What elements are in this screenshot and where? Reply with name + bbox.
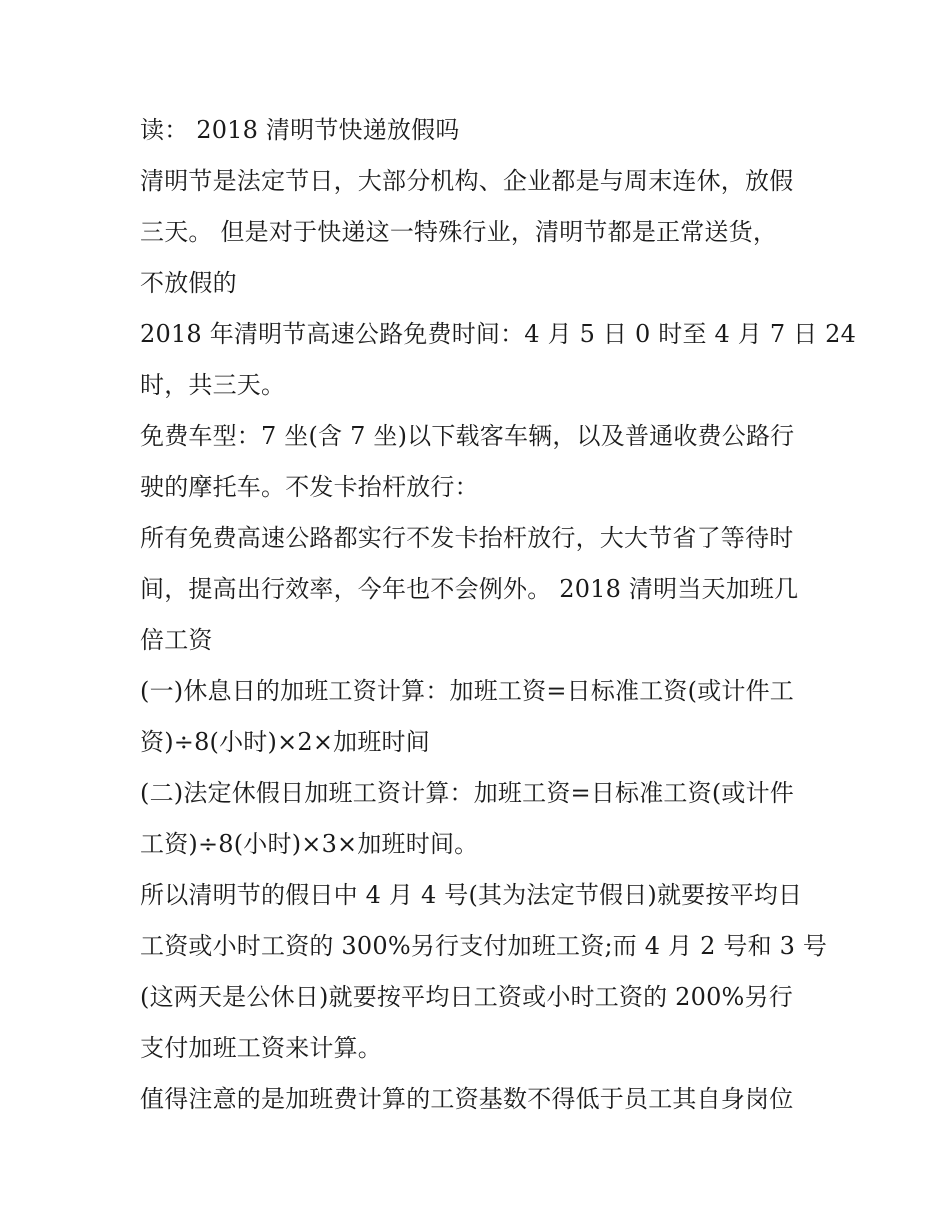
text-line: 间，提高出行效率，今年也不会例外。 2018 清明当天加班几 (140, 575, 799, 603)
text-line: (这两天是公休日)就要按平均日工资或小时工资的 200%另行 (140, 983, 793, 1011)
text-line: 读： 2018 清明节快递放假吗 (140, 116, 460, 144)
text-line: 资)÷8(小时)×2×加班时间 (140, 728, 430, 756)
text-line: 免费车型：7 坐(含 7 坐)以下载客车辆，以及普通收费公路行 (140, 422, 795, 450)
text-line: 不放假的 (140, 269, 237, 297)
text-line: 倍工资 (140, 626, 213, 654)
text-line: 值得注意的是加班费计算的工资基数不得低于员工其自身岗位 (140, 1085, 794, 1113)
text-line: 所以清明节的假日中 4 月 4 号(其为法定节假日)就要按平均日 (140, 881, 803, 909)
text-line: 清明节是法定节日，大部分机构、企业都是与周末连休，放假 (140, 167, 794, 195)
text-line: 时，共三天。 (140, 371, 286, 399)
text-line: 支付加班工资来计算。 (140, 1034, 382, 1062)
text-line: 驶的摩托车。不发卡抬杆放行： (140, 473, 479, 501)
text-line: 工资)÷8(小时)×3×加班时间。 (140, 830, 479, 858)
text-line: 所有免费高速公路都实行不发卡抬杆放行，大大节省了等待时 (140, 524, 794, 552)
text-line: 2018 年清明节高速公路免费时间：4 月 5 日 0 时至 4 月 7 日 24 (140, 320, 857, 348)
text-line: 三天。 但是对于快递这一特殊行业，清明节都是正常送货， (140, 218, 778, 246)
text-line: (一)休息日的加班工资计算：加班工资=日标准工资(或计件工 (140, 677, 794, 705)
document-body (140, 110, 857, 1130)
text-line: (二)法定休假日加班工资计算：加班工资=日标准工资(或计件 (140, 779, 794, 807)
text-line: 工资或小时工资的 300%另行支付加班工资;而 4 月 2 号和 3 号 (140, 932, 828, 960)
